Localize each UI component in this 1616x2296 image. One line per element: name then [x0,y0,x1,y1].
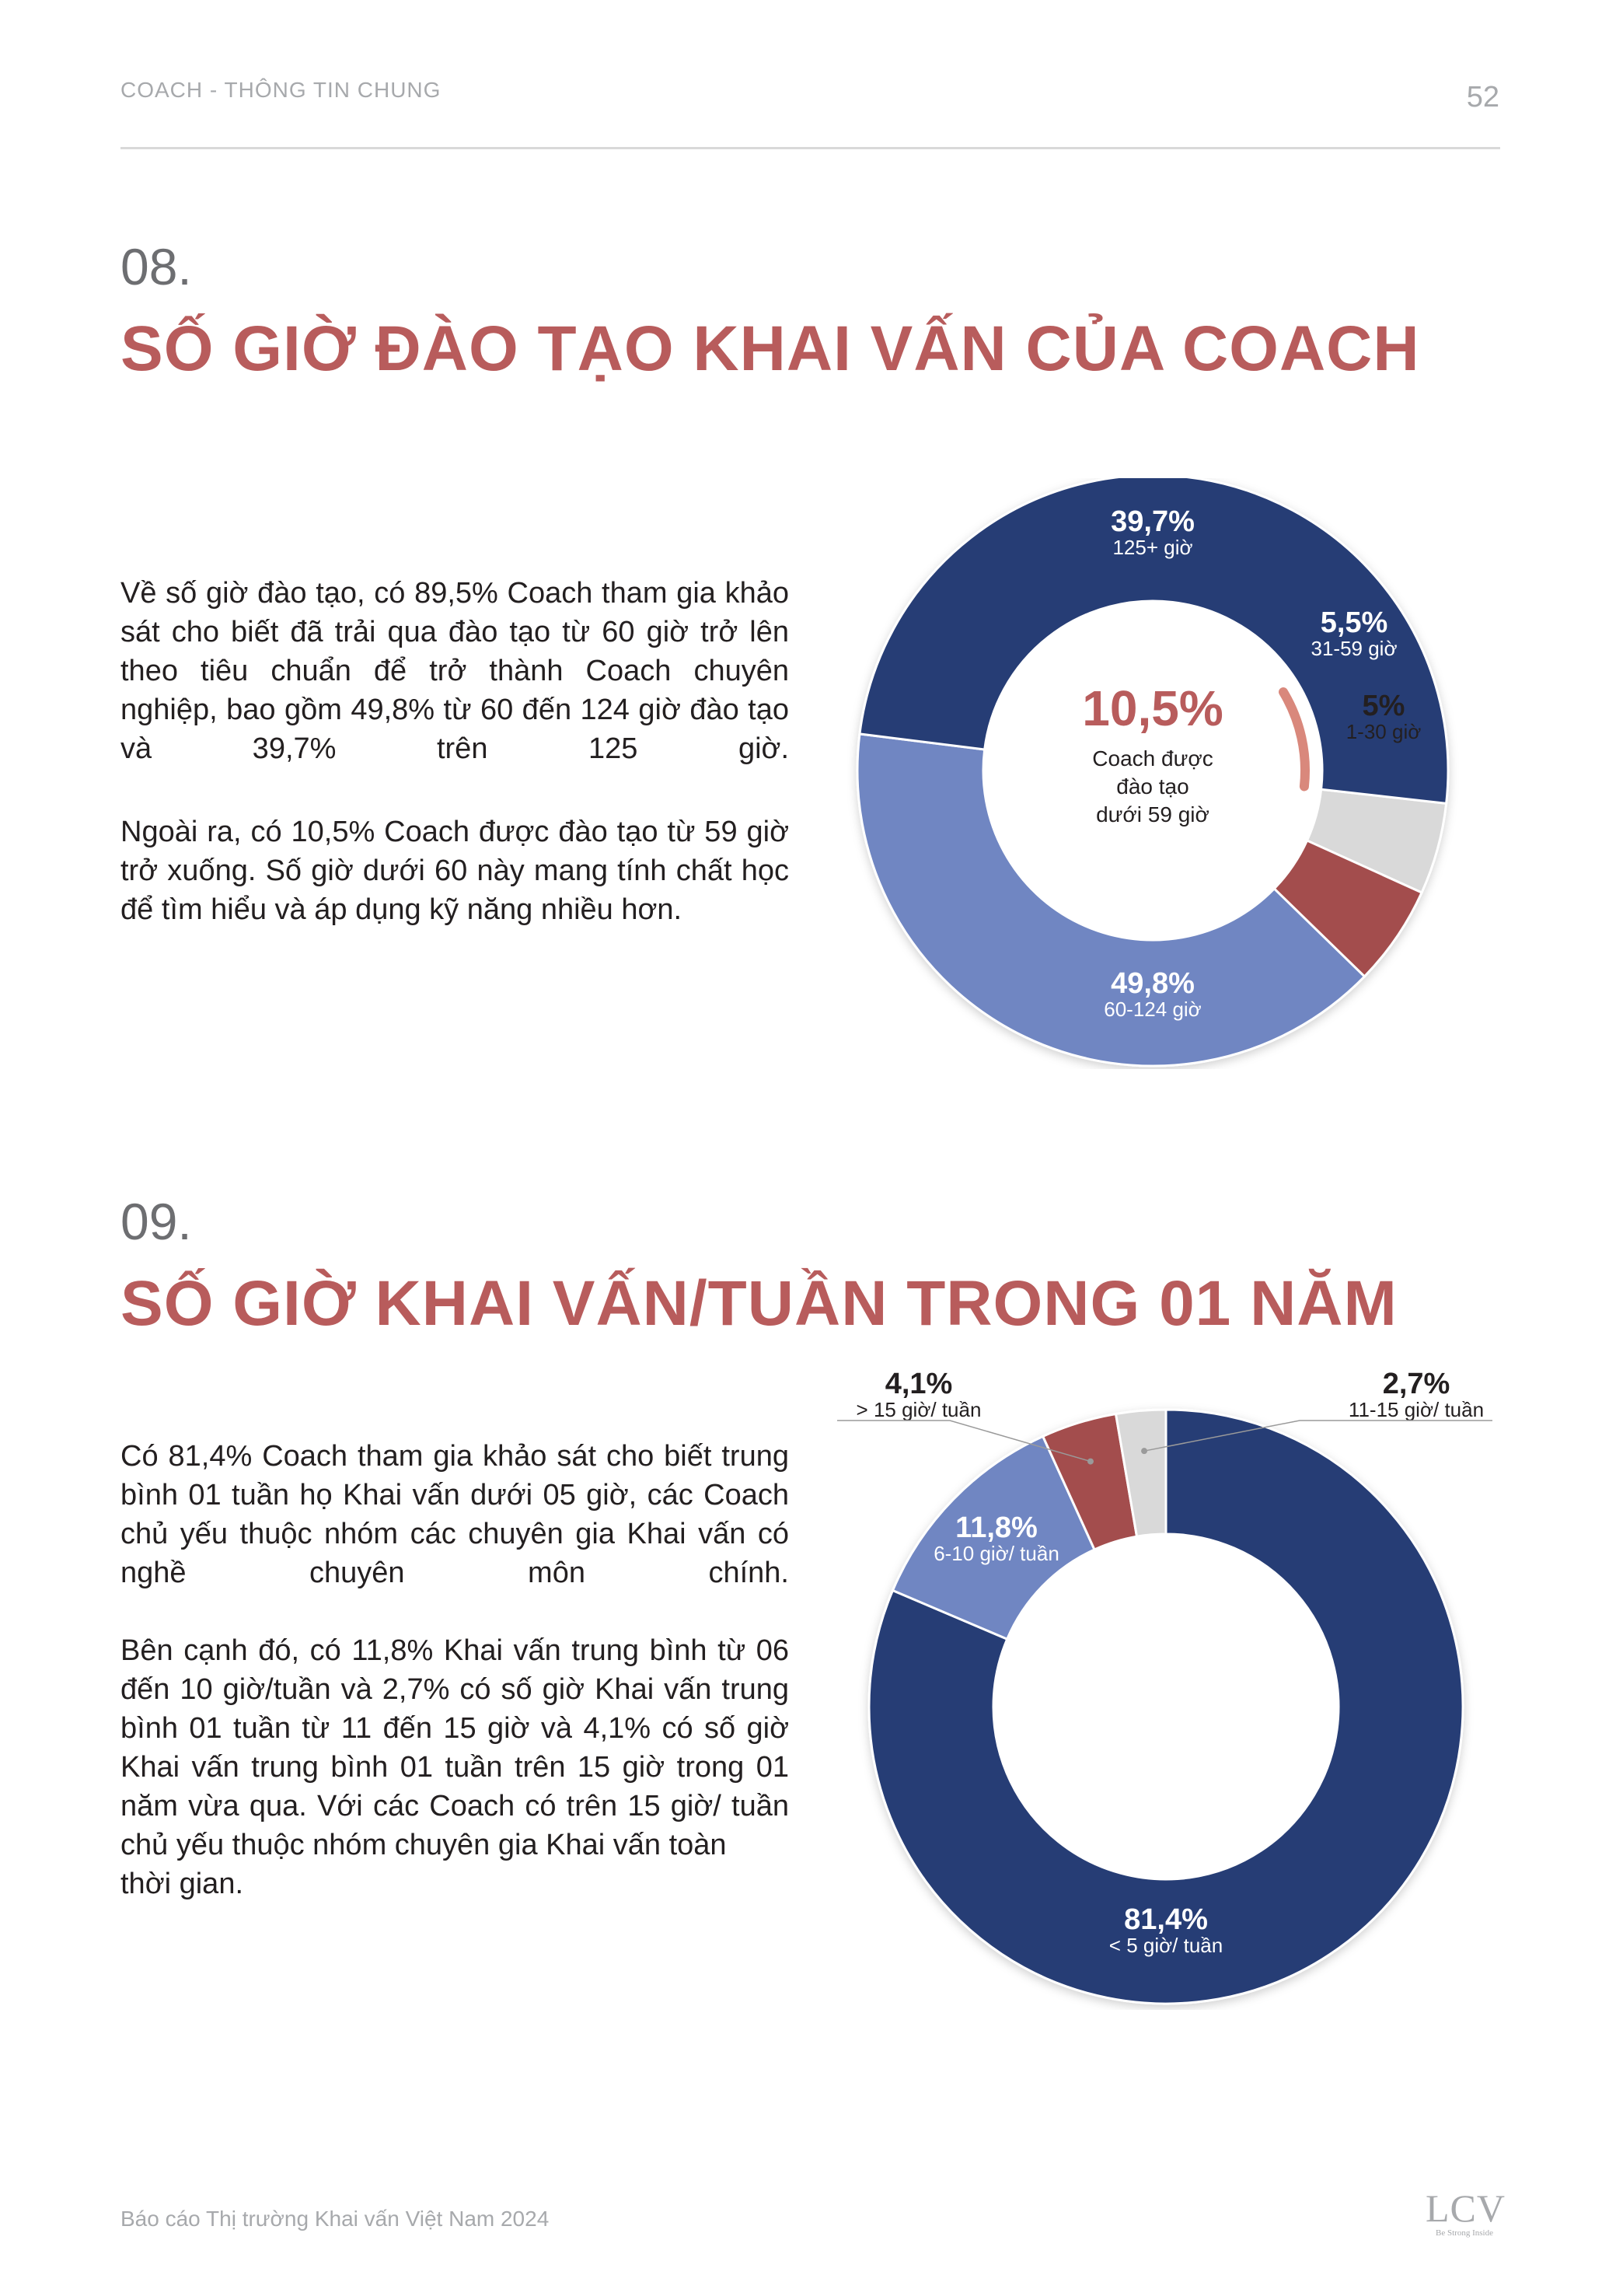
training-hours-donut-chart [847,478,1469,1069]
slice-value-label: 11,8% [955,1511,1038,1544]
leader-dot [1141,1448,1147,1454]
page-number: 52 [1466,81,1499,114]
slice-category-label: 11-15 giờ/ tuần [1348,1398,1485,1421]
section-09-title: SỐ GIỜ KHAI VẤN/TUẦN TRONG 01 NĂM [120,1268,1398,1339]
weekly-coaching-hours-donut-chart [824,1365,1524,2010]
slice-value-label: 49,8% [1111,967,1195,1000]
slice-value-label: 2,7% [1382,1368,1450,1400]
leader-dot [1087,1459,1094,1465]
section-08-paragraph-2: Ngoài ra, có 10,5% Coach được đào tạo từ 59 giờ trở xuống. Số giờ dưới 60 này mang tính chất học để tìm hiểu và áp dụng kỹ năng nhiều hơn. [120,816,789,926]
slice-category-label: 1-30 giờ [1346,720,1422,743]
section-09-number: 09. [120,1193,192,1250]
section-09-paragraph-1: Có 81,4% Coach tham gia khảo sát cho biết trung bình 01 tuần họ Khai vấn dưới 05 giờ, các Coach chủ yếu thuộc nhóm các chuyên gia Khai vấn có nghề chuyên môn chính. [120,1440,789,1589]
slice-category-label: 60-124 giờ [1104,998,1202,1021]
slice-value-label: 5% [1362,690,1405,722]
slice-value-label: 39,7% [1111,505,1195,538]
center-caption-line: Coach được [1092,746,1213,771]
slice-category-label: 6-10 giờ/ tuần [934,1542,1059,1565]
slice-category-label: 31-59 giờ [1311,637,1398,660]
footer-report-title: Báo cáo Thị trường Khai vấn Việt Nam 2024 [120,2207,550,2231]
slice-value-label: 4,1% [885,1368,953,1400]
section-09-paragraph-2: Bên cạnh đó, có 11,8% Khai vấn trung bình từ 06 đến 10 giờ/tuần và 2,7% có số giờ Khai vấn trung bình 01 tuần từ 11 đến 15 giờ và 4,1% có số giờ Khai vấn trung bình 01 tuần trên 15 giờ trong 01 năm vừa qua. Với các Coach có trên 15 giờ/ tuần chủ yếu thuộc nhóm chuyên gia Khai vấn toàn thời gian. [120,1634,789,1900]
slice-category-label: 125+ giờ [1112,536,1193,559]
slice-value-label: 5,5% [1320,606,1388,639]
slice-value-label: 81,4% [1124,1903,1208,1936]
center-caption-line: dưới 59 giờ [1096,802,1209,826]
slice-category-label: > 15 giờ/ tuần [856,1398,982,1421]
slice-category-label: < 5 giờ/ tuần [1108,1934,1223,1957]
header-divider [120,147,1500,149]
lcv-logo: LCV Be Strong Inside [1426,2186,1506,2238]
header-section-label: COACH - THÔNG TIN CHUNG [120,78,442,102]
donut-center-hole [993,1534,1339,1879]
center-caption-line: đào tạo [1116,774,1189,799]
section-08-number: 08. [120,238,192,295]
center-value-label: 10,5% [1082,680,1223,736]
section-08-paragraph-1: Về số giờ đào tạo, có 89,5% Coach tham gia khảo sát cho biết đã trải qua đào tạo từ 60 giờ trở lên theo tiêu chuẩn để trở thành Coach chuyên nghiệp, bao gồm 49,8% từ 60 đến 124 giờ đào tạo và 39,7% trên 125 giờ. [120,577,789,765]
donut-center-hole [983,601,1322,940]
section-08-title: SỐ GIỜ ĐÀO TẠO KHAI VẤN CỦA COACH [120,313,1420,384]
